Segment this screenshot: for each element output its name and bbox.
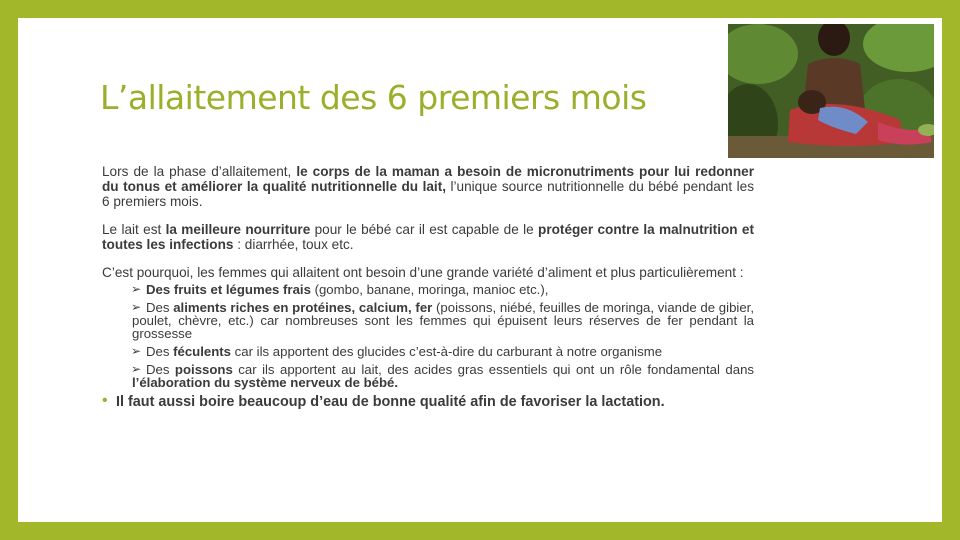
slide-body <box>102 164 754 410</box>
photo-illustration <box>728 24 934 158</box>
list-item: ➢ Des fruits et légumes frais (gombo, banane, moringa, manioc etc.), <box>131 282 549 297</box>
arrow-right-icon: ➢ <box>131 282 142 296</box>
arrow-right-icon: ➢ <box>131 344 142 358</box>
mother-breastfeeding-photo <box>728 24 934 158</box>
list-item: ➢ Des féculents car ils apportent des glucides c’est-à-dire du carburant à notre organisme <box>131 344 663 359</box>
list-item: ➢ Des poissons car ils apportent au lait, des acides gras essentiels qui ont un rôle fondamental dans l’élaboration du système nerveux de bébé. <box>131 362 754 390</box>
paragraph-milk-best-food: Le lait est la meilleure nourriture pour le bébé car il est capable de le protéger contre la malnutrition et toutes les infections : diarrhée, toux etc. <box>102 222 754 252</box>
list-item: ➢ Des aliments riches en protéines, calcium, fer (poissons, niébé, feuilles de moringa, viande de gibier, poulet, chèvre, etc.) car nombreuses sont les femmes qui épuisent leurs réserves de fer pendant la grossesse <box>131 300 754 341</box>
paragraph-breastfeeding-needs: Lors de la phase d’allaitement, le corps de la maman a besoin de micronutriments pour lui redonner du tonus et améliorer la qualité nutritionnelle du lait, l’unique source nutritionnelle du bébé pendant les 6 premiers mois. <box>102 164 755 209</box>
final-bullet-water: • Il faut aussi boire beaucoup d’eau de bonne qualité afin de favoriser la lactation. <box>102 392 665 410</box>
dot-icon: • <box>102 392 108 409</box>
paragraph-variety-intro: C’est pourquoi, les femmes qui allaitent ont besoin d’une grande variété d’aliment et plus particulièrement : <box>102 265 744 280</box>
slide-title: L’allaitement des 6 premiers mois <box>100 78 647 117</box>
food-list <box>102 283 754 389</box>
arrow-right-icon: ➢ <box>131 300 142 314</box>
slide <box>18 18 942 522</box>
arrow-right-icon: ➢ <box>131 362 142 376</box>
